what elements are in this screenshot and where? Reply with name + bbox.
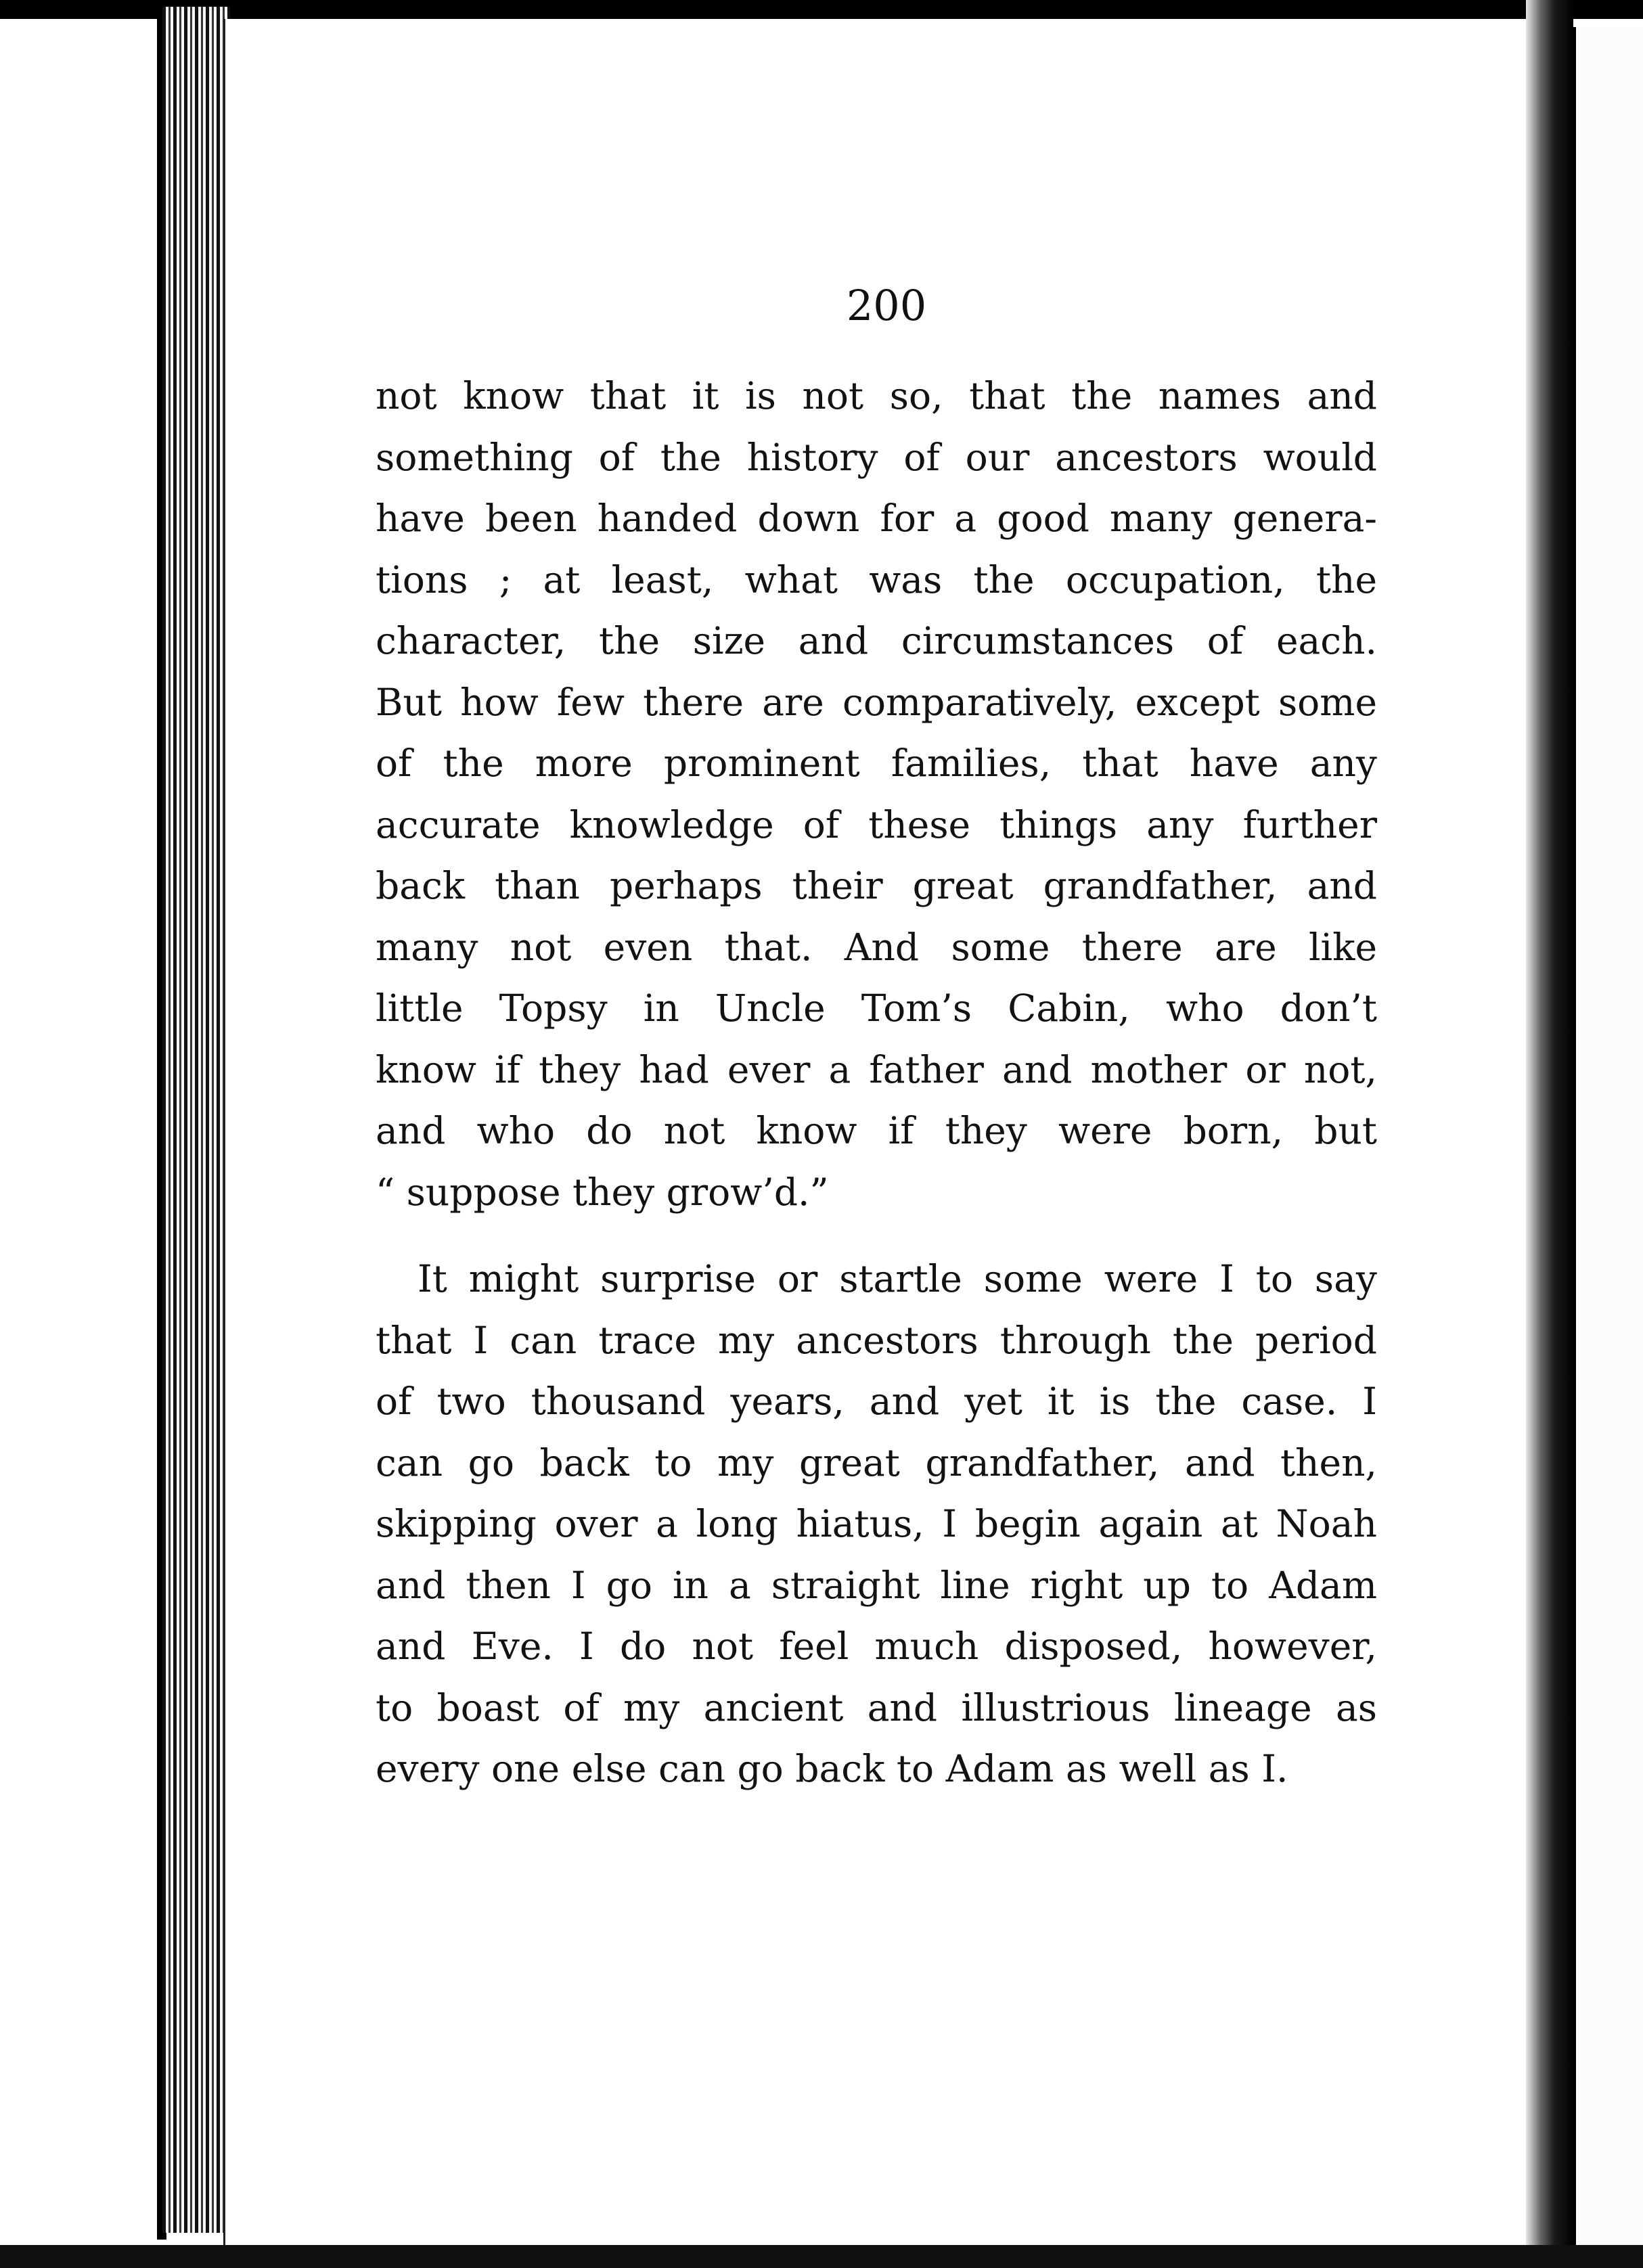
text-line: and Eve. I do not feel much disposed, however,	[376, 1625, 1377, 1668]
text-line: that I can trace my ancestors through the period	[376, 1318, 1377, 1362]
text-line: have been handed down for a good many genera-	[376, 497, 1377, 540]
paragraph-2	[376, 1248, 1377, 1800]
text-line: It might surprise or startle some were I to say	[418, 1257, 1377, 1300]
text-line: many not even that. And some there are like	[376, 925, 1377, 969]
text-line: character, the size and circumstances of each.	[376, 619, 1377, 662]
page-number: 200	[846, 281, 927, 330]
scanner-background-bottom	[0, 2245, 1643, 2268]
binding-gutter	[1526, 0, 1573, 2268]
text-line: of the more prominent families, that have any	[376, 742, 1377, 785]
text-line: and then I go in a straight line right up to Adam	[376, 1563, 1377, 1607]
text-line: back than perhaps their great grandfather, and	[376, 864, 1377, 907]
text-line: every one else can go back to Adam as well as I.	[376, 1747, 1288, 1790]
text-line: little Topsy in Uncle Tom’s Cabin, who don’t	[376, 986, 1377, 1030]
stacked-page-edges	[162, 7, 230, 2233]
text-line: “ suppose they grow’d.”	[376, 1170, 829, 1214]
text-line: can go back to my great grandfather, and then,	[376, 1441, 1377, 1484]
text-line: something of the history of our ancestors would	[376, 435, 1377, 479]
text-line: accurate knowledge of these things any further	[376, 802, 1377, 846]
text-line: skipping over a long hiatus, I begin again at Noah	[376, 1502, 1377, 1545]
scanner-background-top	[0, 0, 1643, 19]
text-line: tions ; at least, what was the occupation, the	[376, 558, 1377, 602]
text-line: know if they had ever a father and mother or not,	[376, 1047, 1377, 1091]
paragraph-1	[376, 365, 1377, 1223]
text-line: But how few there are comparatively, except some	[376, 680, 1377, 724]
text-line: and who do not know if they were born, but	[376, 1109, 1377, 1152]
body-text	[376, 365, 1377, 1800]
text-line: of two thousand years, and yet it is the case. I	[376, 1380, 1377, 1423]
text-line: to boast of my ancient and illustrious lineage as	[376, 1685, 1377, 1729]
text-line: not know that it is not so, that the names and	[376, 374, 1377, 417]
facing-page-edge	[1573, 27, 1643, 2260]
